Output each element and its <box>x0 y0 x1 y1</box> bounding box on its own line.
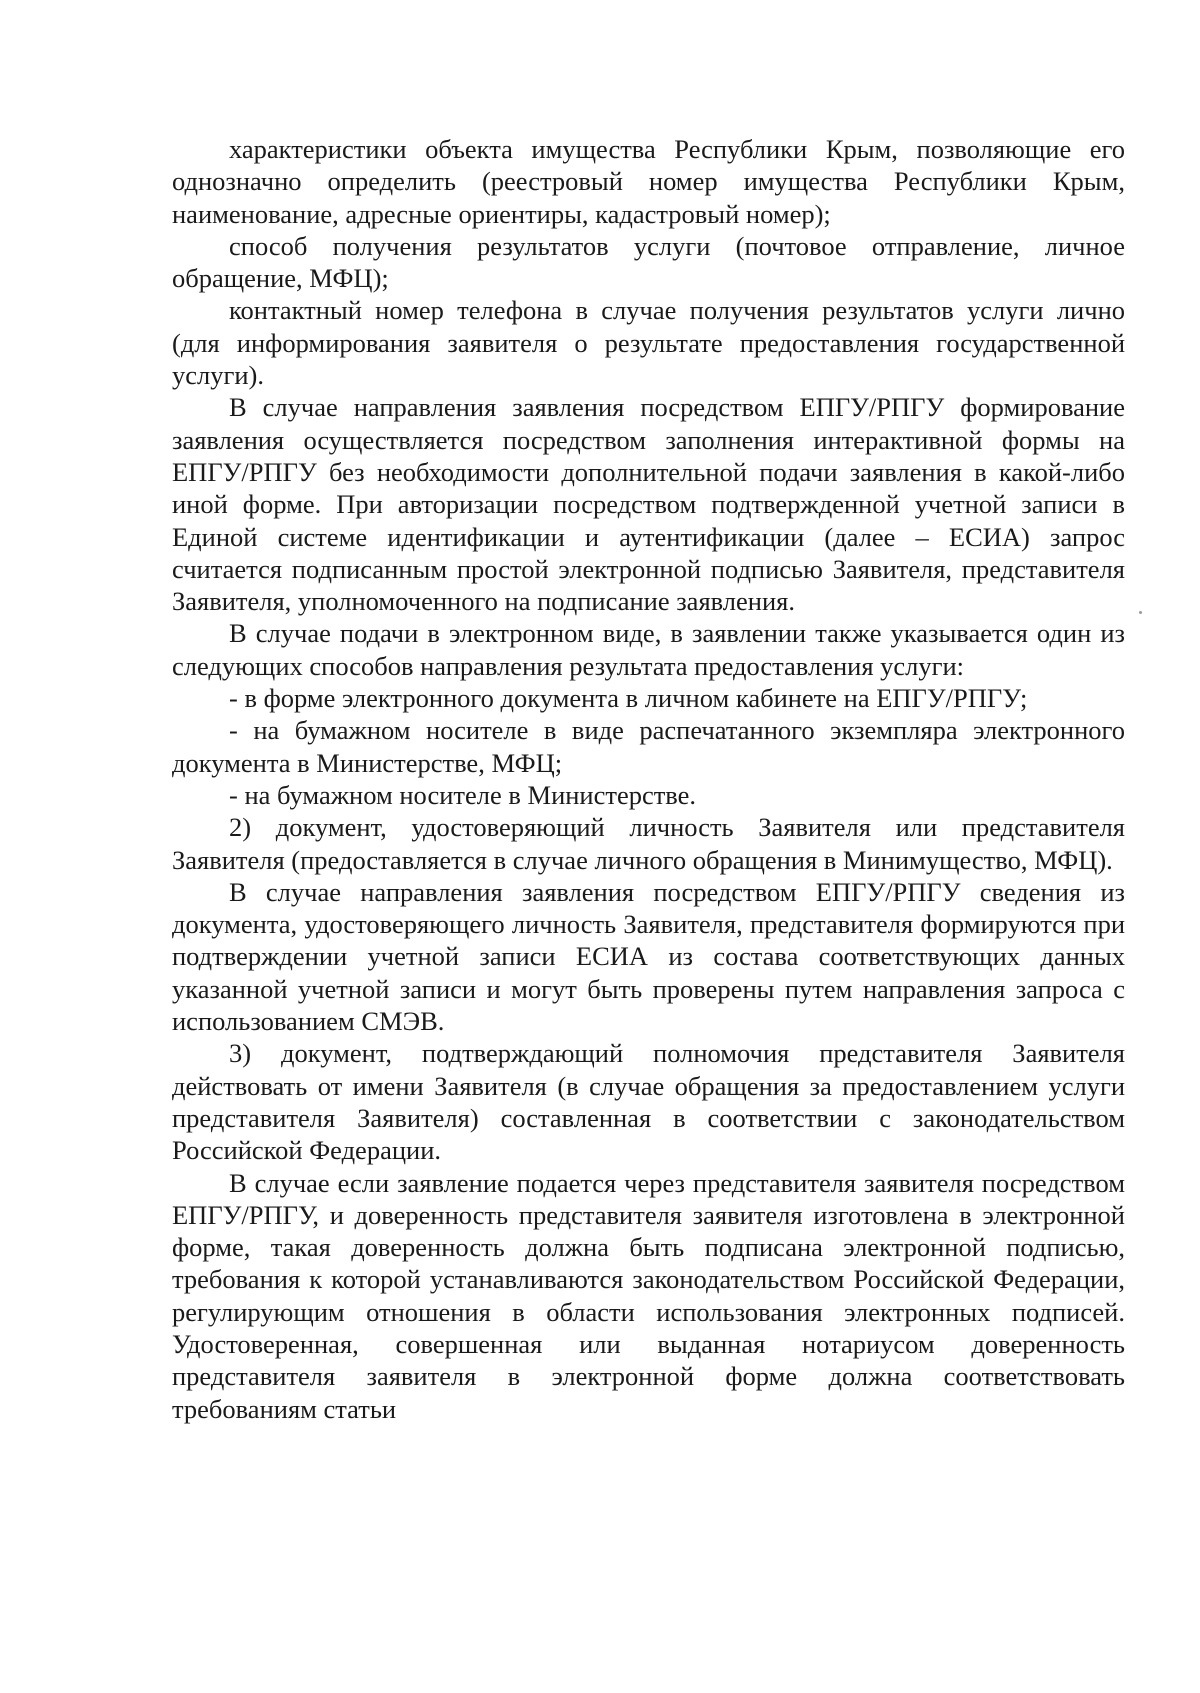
document-body <box>172 133 1125 1425</box>
list-item-personal-cabinet: - в форме электронного документа в личном кабинете на ЕПГУ/РПГУ; <box>229 683 1028 714</box>
paragraph-contact-phone: контактный номер телефона в случае получения результатов услуги лично (для информирования заявителя о результате предоставления государственной услуги). <box>172 295 1125 391</box>
paragraph-identity-esia: В случае направления заявления посредством ЕПГУ/РПГУ сведения из документа, удостоверяющего личность Заявителя, представителя формируются при подтверждении учетной записи ЕСИА из состава соответствующих данных указанной учетной записи и могут быть проверены путем направления запроса с использованием СМЭВ. <box>172 876 1125 1037</box>
paragraph-epgu-submission: В случае направления заявления посредством ЕПГУ/РПГУ формирование заявления осуществляется посредством заполнения интерактивной формы на ЕПГУ/РПГУ без необходимости дополнительной подачи заявления в какой-либо иной форме. При авторизации посредством подтвержденной учетной записи в Единой системе идентификации и аутентификации (далее – ЕСИА) запрос считается подписанным простой электронной подписью Заявителя, представителя Заявителя, уполномоченного на подписание заявления. <box>172 392 1125 617</box>
paragraph-identity-document: 2) документ, удостоверяющий личность Заявителя или представителя Заявителя (предоставляется в случае личного обращения в Минимущество, МФЦ). <box>172 812 1125 875</box>
list-item-paper-ministry: - на бумажном носителе в Министерстве. <box>229 779 697 810</box>
paragraph-power-of-attorney: В случае если заявление подается через представителя заявителя посредством ЕПГУ/РПГУ, и доверенность представителя заявителя изготовлена в электронной форме, такая доверенность должна быть подписана электронной подписью, требования к которой устанавливаются законодательством Российской Федерации, регулирующим отношения в области использования электронных подписей. Удостоверенная, совершенная или выданная нотариусом доверенность представителя заявителя в электронной форме должна соответствовать требованиям статьи <box>172 1167 1125 1424</box>
list-item-paper-mfc: - на бумажном носителе в виде распечатанного экземпляра электронного документа в Министерстве, МФЦ; <box>172 715 1125 778</box>
scan-speck <box>1139 611 1142 614</box>
paragraph-authority-document: 3) документ, подтверждающий полномочия представителя Заявителя действовать от имени Заявителя (в случае обращения за предоставлением услуги представителя Заявителя) составленная в соответствии с законодательством Российской Федерации. <box>172 1038 1125 1166</box>
paragraph-electronic-submission: В случае подачи в электронном виде, в заявлении также указывается один из следующих способов направления результата предоставления услуги: <box>172 618 1125 681</box>
paragraph-property-characteristics: характеристики объекта имущества Республики Крым, позволяющие его однозначно определить (реестровый номер имущества Республики Крым, наименование, адресные ориентиры, кадастровый номер); <box>172 134 1125 229</box>
paragraph-result-method: способ получения результатов услуги (почтовое отправление, личное обращение, МФЦ); <box>172 230 1125 294</box>
